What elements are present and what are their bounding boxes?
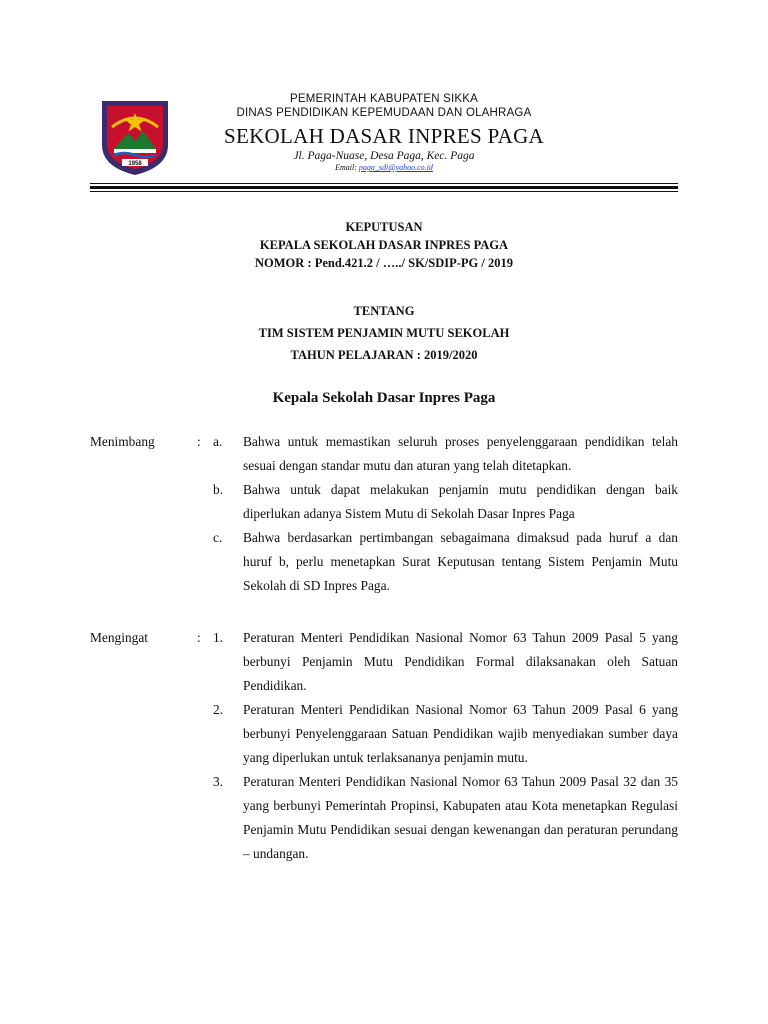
- email-label: Email:: [335, 163, 359, 172]
- decree-issuer: KEPALA SEKOLAH DASAR INPRES PAGA: [259, 238, 509, 252]
- item-text: Bahwa untuk dapat melakukan penjamin mutu pendidikan dengan baik diperlukan adanya Sistem Mutu di Sekolah Dasar Inpres Paga: [243, 482, 678, 521]
- letterhead-divider-thick: [90, 186, 678, 189]
- item-marker: 3.: [213, 774, 224, 789]
- decree-number: NOMOR : Pend.421.2 / …../ SK/SDIP-PG / 2019: [255, 256, 513, 270]
- list-item: [90, 526, 678, 598]
- item-marker: b.: [213, 482, 224, 497]
- section-label: Mengingat: [90, 630, 149, 645]
- section-label: Menimbang: [90, 434, 155, 449]
- letterhead-divider-thin: [90, 183, 678, 184]
- letterhead: [200, 92, 568, 173]
- item-marker: 2.: [213, 702, 224, 717]
- regency-emblem-icon: [98, 97, 172, 177]
- government-name: PEMERINTAH KABUPATEN SIKKA: [290, 93, 478, 105]
- item-text: Peraturan Menteri Pendidikan Nasional Nomor 63 Tahun 2009 Pasal 6 yang berbunyi Penyelenggaraan Satuan Pendidikan wajib menyediakan sumber daya yang diperlukan untuk terlaksananya penjamin mutu.: [243, 702, 678, 765]
- item-marker: 1.: [213, 630, 224, 645]
- list-item: [90, 698, 678, 770]
- item-text: Peraturan Menteri Pendidikan Nasional Nomor 63 Tahun 2009 Pasal 32 dan 35 yang berbunyi Pemerintah Propinsi, Kabupaten atau Kota menetapkan Regulasi Penjamin Mutu Pendidikan sesuai dengan kewenangan dan peraturan perundang – undangan.: [243, 774, 678, 861]
- recalling-section: [90, 626, 678, 866]
- school-address: Jl. Paga-Nuase, Desa Paga, Kec. Paga: [293, 150, 475, 162]
- issuer-heading: Kepala Sekolah Dasar Inpres Paga: [272, 390, 496, 406]
- subject-label: TENTANG: [353, 304, 415, 318]
- emblem-year: 1958: [128, 161, 142, 167]
- list-item: [90, 626, 678, 698]
- item-text: Peraturan Menteri Pendidikan Nasional Nomor 63 Tahun 2009 Pasal 5 yang berbunyi Penjamin Mutu Pendidikan Formal dilaksanakan oleh Satuan Pendidikan.: [243, 630, 678, 693]
- school-name: SEKOLAH DASAR INPRES PAGA: [223, 124, 545, 148]
- item-marker: c.: [213, 530, 223, 545]
- email-link[interactable]: paga_sdi@yahoo.co.id: [358, 163, 433, 172]
- email-line: [200, 163, 568, 173]
- considering-section: [90, 430, 678, 598]
- list-item: [90, 770, 678, 866]
- letterhead-divider-thin-bottom: [90, 191, 678, 192]
- subject-title: TIM SISTEM PENJAMIN MUTU SEKOLAH: [258, 326, 510, 340]
- section-colon: :: [197, 630, 201, 645]
- decree-title: [90, 218, 678, 272]
- list-item: [90, 478, 678, 526]
- list-item: [90, 430, 678, 478]
- department-name: DINAS PENDIDIKAN KEPEMUDAAN DAN OLAHRAGA: [236, 107, 532, 119]
- decree-subject: [90, 300, 678, 366]
- item-marker: a.: [213, 434, 223, 449]
- academic-year: TAHUN PELAJARAN : 2019/2020: [290, 348, 478, 362]
- decree-type: KEPUTUSAN: [345, 220, 423, 234]
- item-text: Bahwa berdasarkan pertimbangan sebagaimana dimaksud pada huruf a dan huruf b, perlu menetapkan Surat Keputusan tentang Sistem Penjamin Mutu Sekolah di SD Inpres Paga.: [243, 530, 678, 593]
- item-text: Bahwa untuk memastikan seluruh proses penyelenggaraan pendidikan telah sesuai dengan standar mutu dan aturan yang telah ditetapkan.: [243, 434, 678, 473]
- section-colon: :: [197, 434, 201, 449]
